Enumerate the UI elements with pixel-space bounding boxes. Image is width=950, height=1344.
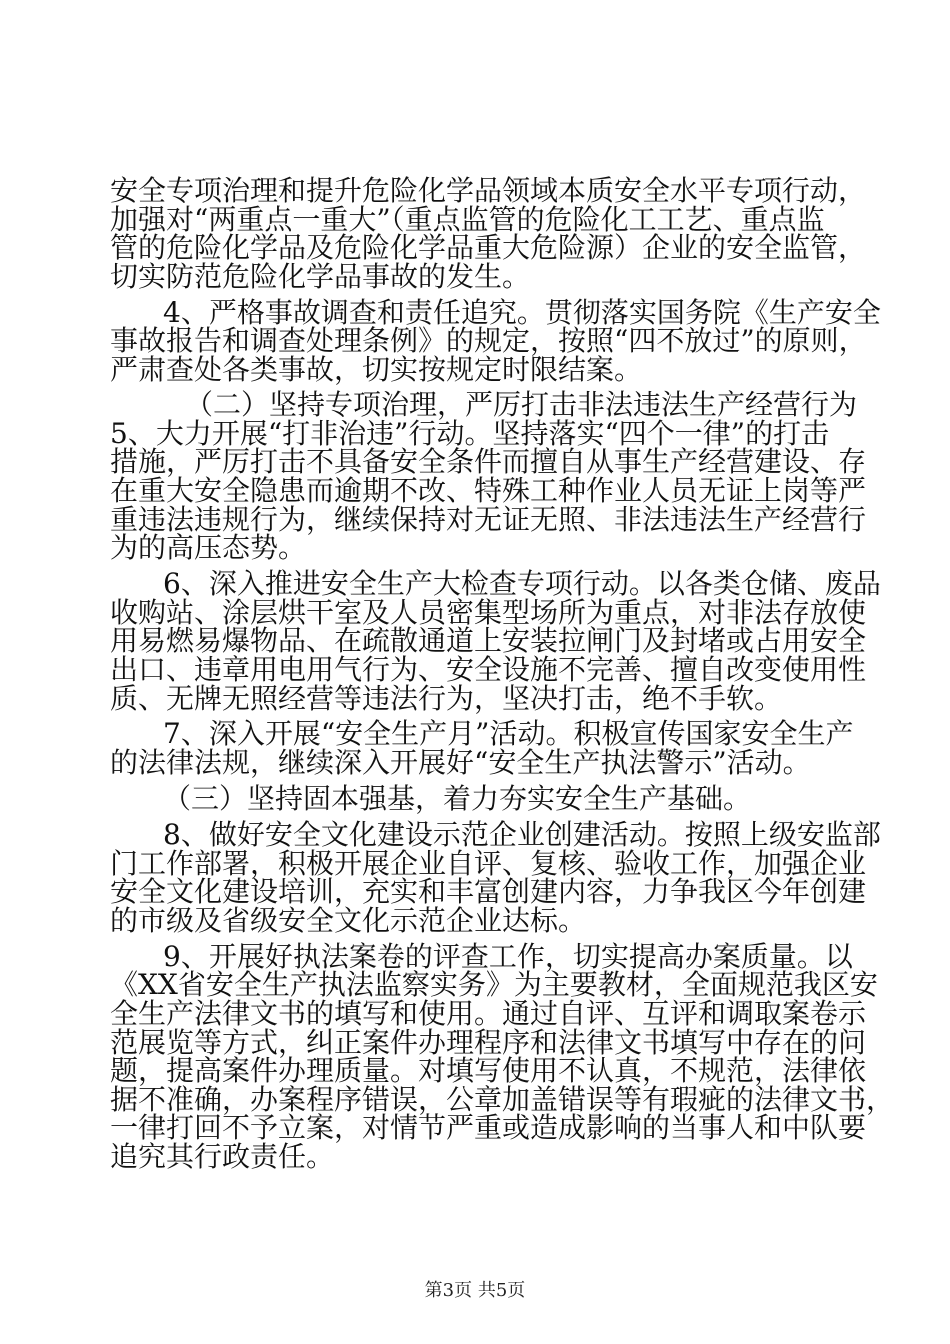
text-line: 的市级及省级安全文化示范企业达标。	[110, 904, 587, 937]
text-line: 安全文化建设培训，充实和丰富创建内容，力争我区今年创建	[110, 875, 867, 908]
text-line: 为的高压态势。	[110, 531, 307, 564]
text-line: 5、大力开展“打非治违”行动。坚持落实“四个一律”的打击	[110, 417, 830, 450]
text-line: 用易燃易爆物品、在疏散通道上安装拉闸门及封堵或占用安全	[110, 624, 867, 657]
page-footer: 第3页 共5页	[424, 1280, 526, 1301]
text-line: 4、严格事故调查和责任追究。贯彻落实国务院《生产安全	[163, 296, 881, 329]
text-line: 一律打回不予立案，对情节严重或造成影响的当事人和中队要	[110, 1111, 867, 1144]
text-line: 加强对“两重点一重大”（重点监管的危险化工工艺、重点监	[110, 203, 825, 236]
text-line: 的法律法规，继续深入开展好“安全生产执法警示”活动。	[110, 746, 811, 779]
text-line: 据不准确，办案程序错误，公章加盖错误等有瑕疵的法律文书，	[110, 1083, 895, 1116]
text-line: 出口、违章用电用气行为、安全设施不完善、擅自改变使用性	[110, 653, 867, 686]
text-line: 门工作部署，积极开展企业自评、复核、验收工作，加强企业	[110, 847, 867, 880]
text-line: 6、深入推进安全生产大检查专项行动。以各类仓储、废品	[163, 567, 881, 600]
section-heading: （二）坚持专项治理，严厉打击非法违法生产经营行为	[185, 388, 858, 421]
text-line: 切实防范危险化学品事故的发生。	[110, 260, 531, 293]
text-line: 收购站、涂层烘干室及人员密集型场所为重点，对非法存放使	[110, 596, 867, 629]
text-line: 措施，严厉打击不具备安全条件而擅自从事生产经营建设、存	[110, 445, 867, 478]
text-line: 范展览等方式，纠正案件办理程序和法律文书填写中存在的问	[110, 1026, 867, 1059]
text-line: 管的危险化学品及危险化学品重大危险源）企业的安全监管，	[110, 231, 867, 264]
text-line: 9、开展好执法案卷的评查工作，切实提高办案质量。以	[163, 940, 853, 973]
text-line: 事故报告和调查处理条例》的规定，按照“四不放过”的原则，	[110, 324, 867, 357]
text-line: 全生产法律文书的填写和使用。通过自评、互评和调取案卷示	[110, 997, 867, 1030]
text-line: 在重大安全隐患而逾期不改、特殊工种作业人员无证上岗等严	[110, 474, 867, 507]
text-line: 8、做好安全文化建设示范企业创建活动。按照上级安监部	[163, 818, 881, 851]
text-line: 重违法违规行为，继续保持对无证无照、非法违法生产经营行	[110, 503, 867, 536]
text-line: 质、无牌无照经营等违法行为，坚决打击，绝不手软。	[110, 682, 783, 715]
text-line: 追究其行政责任。	[110, 1140, 335, 1173]
text-line: 7、深入开展“安全生产月”活动。积极宣传国家安全生产	[163, 717, 854, 750]
section-heading: （三）坚持固本强基，着力夯实安全生产基础。	[163, 782, 752, 815]
text-line: 安全专项治理和提升危险化学品领域本质安全水平专项行动，	[110, 174, 867, 207]
text-line: 题，提高案件办理质量。对填写使用不认真，不规范，法律依	[110, 1054, 867, 1087]
text-line: 严肃查处各类事故，切实按规定时限结案。	[110, 353, 643, 386]
text-line: 《XX省安全生产执法监察实务》为主要教材，全面规范我区安	[110, 968, 878, 1001]
